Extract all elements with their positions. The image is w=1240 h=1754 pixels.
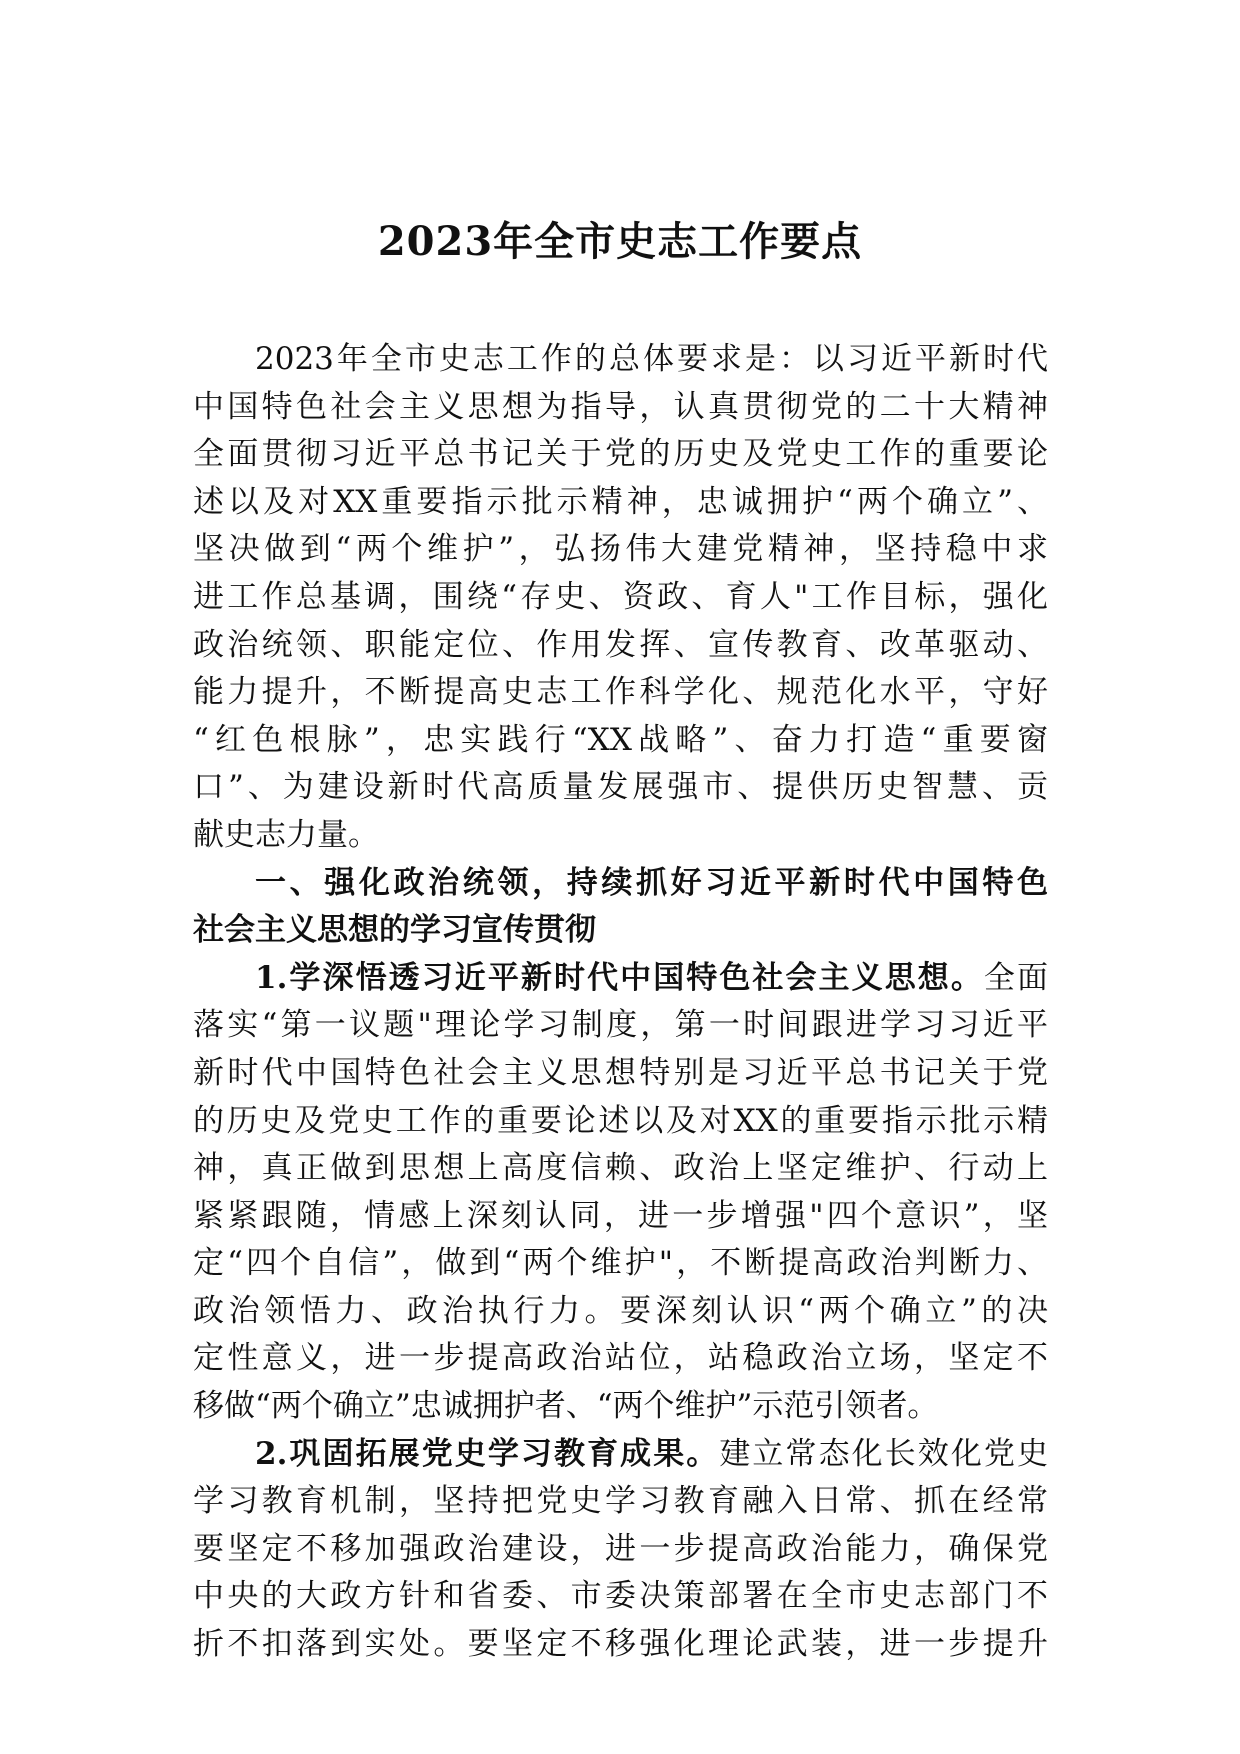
- paragraph-line: 新时代中国特色社会主义思想特别是习近平总书记关于党: [193, 1054, 1048, 1091]
- item-title: 2.巩固拓展党史学习教育成果。: [255, 1435, 720, 1472]
- paragraph-line: 能力提升，不断提高史志工作科学化、规范化水平，守好: [193, 674, 1048, 711]
- paragraph-line: 的历史及党史工作的重要论述以及对XX的重要指示批示精: [193, 1102, 1048, 1139]
- item-text: 全面: [983, 959, 1048, 996]
- document-title: 2023年全市史志工作要点: [377, 218, 863, 265]
- paragraph-line: 学习教育机制，坚持把党史学习教育融入日常、抓在经常: [193, 1483, 1048, 1520]
- paragraph-line: 献史志力量。: [193, 816, 379, 853]
- paragraph-line: 2023年全市史志工作的总体要求是：以习近平新时代: [255, 341, 1048, 377]
- section-heading-line: 社会主义思想的学习宣传贯彻: [193, 912, 596, 949]
- item-text: 建立常态化长效化党史: [719, 1435, 1048, 1472]
- paragraph-line: 中央的大政方针和省委、市委决策部署在全市史志部门不: [193, 1578, 1048, 1615]
- paragraph-line: 进工作总基调，围绕“存史、资政、育人"工作目标，强化: [193, 578, 1048, 615]
- paragraph-line: 移做“两个确立”忠诚拥护者、“两个维护”示范引领者。: [193, 1388, 939, 1425]
- paragraph-line: 全面贯彻习近平总书记关于党的历史及党史工作的重要论: [193, 436, 1048, 473]
- paragraph-line: 落实“第一议题"理论学习制度，第一时间跟进学习习近平: [193, 1007, 1048, 1044]
- paragraph-line: 要坚定不移加强政治建设，进一步提高政治能力，确保党: [193, 1530, 1048, 1567]
- item-first-line: [193, 955, 1048, 1003]
- paragraph-line: 政治领悟力、政治执行力。要深刻认识“两个确立”的决: [193, 1292, 1048, 1329]
- paragraph-line: 口”、为建设新时代高质量发展强市、提供历史智慧、贡: [193, 769, 1048, 806]
- item-title: 1.学深悟透习近平新时代中国特色社会主义思想。: [255, 959, 984, 996]
- document-body: [193, 336, 1048, 1669]
- paragraph-line: 神，真正做到思想上高度信赖、政治上坚定维护、行动上: [193, 1150, 1048, 1187]
- paragraph-line: 坚决做到“两个维护”，弘扬伟大建党精神，坚持稳中求: [193, 531, 1048, 568]
- paragraph-line: “红色根脉”，忠实践行“XX战略”、奋力打造“重要窗: [193, 721, 1048, 758]
- paragraph-line: 折不扣落到实处。要坚定不移强化理论武装，进一步提升: [193, 1626, 1048, 1663]
- section-heading-line: 一、强化政治统领，持续抓好习近平新时代中国特色: [255, 864, 1048, 901]
- paragraph-line: 定“四个自信”，做到“两个维护"，不断提高政治判断力、: [193, 1245, 1048, 1282]
- paragraph-line: 紧紧跟随，情感上深刻认同，进一步增强"四个意识”，坚: [193, 1197, 1048, 1234]
- paragraph-line: 述以及对XX重要指示批示精神，忠诚拥护“两个确立”、: [193, 483, 1048, 520]
- item-first-line: [193, 1431, 1048, 1479]
- paragraph-line: 政治统领、职能定位、作用发挥、宣传教育、改革驱动、: [193, 626, 1048, 663]
- paragraph-line: 中国特色社会主义思想为指导，认真贯彻党的二十大精神: [193, 388, 1048, 425]
- paragraph-line: 定性意义，进一步提高政治站位，站稳政治立场，坚定不: [193, 1340, 1048, 1377]
